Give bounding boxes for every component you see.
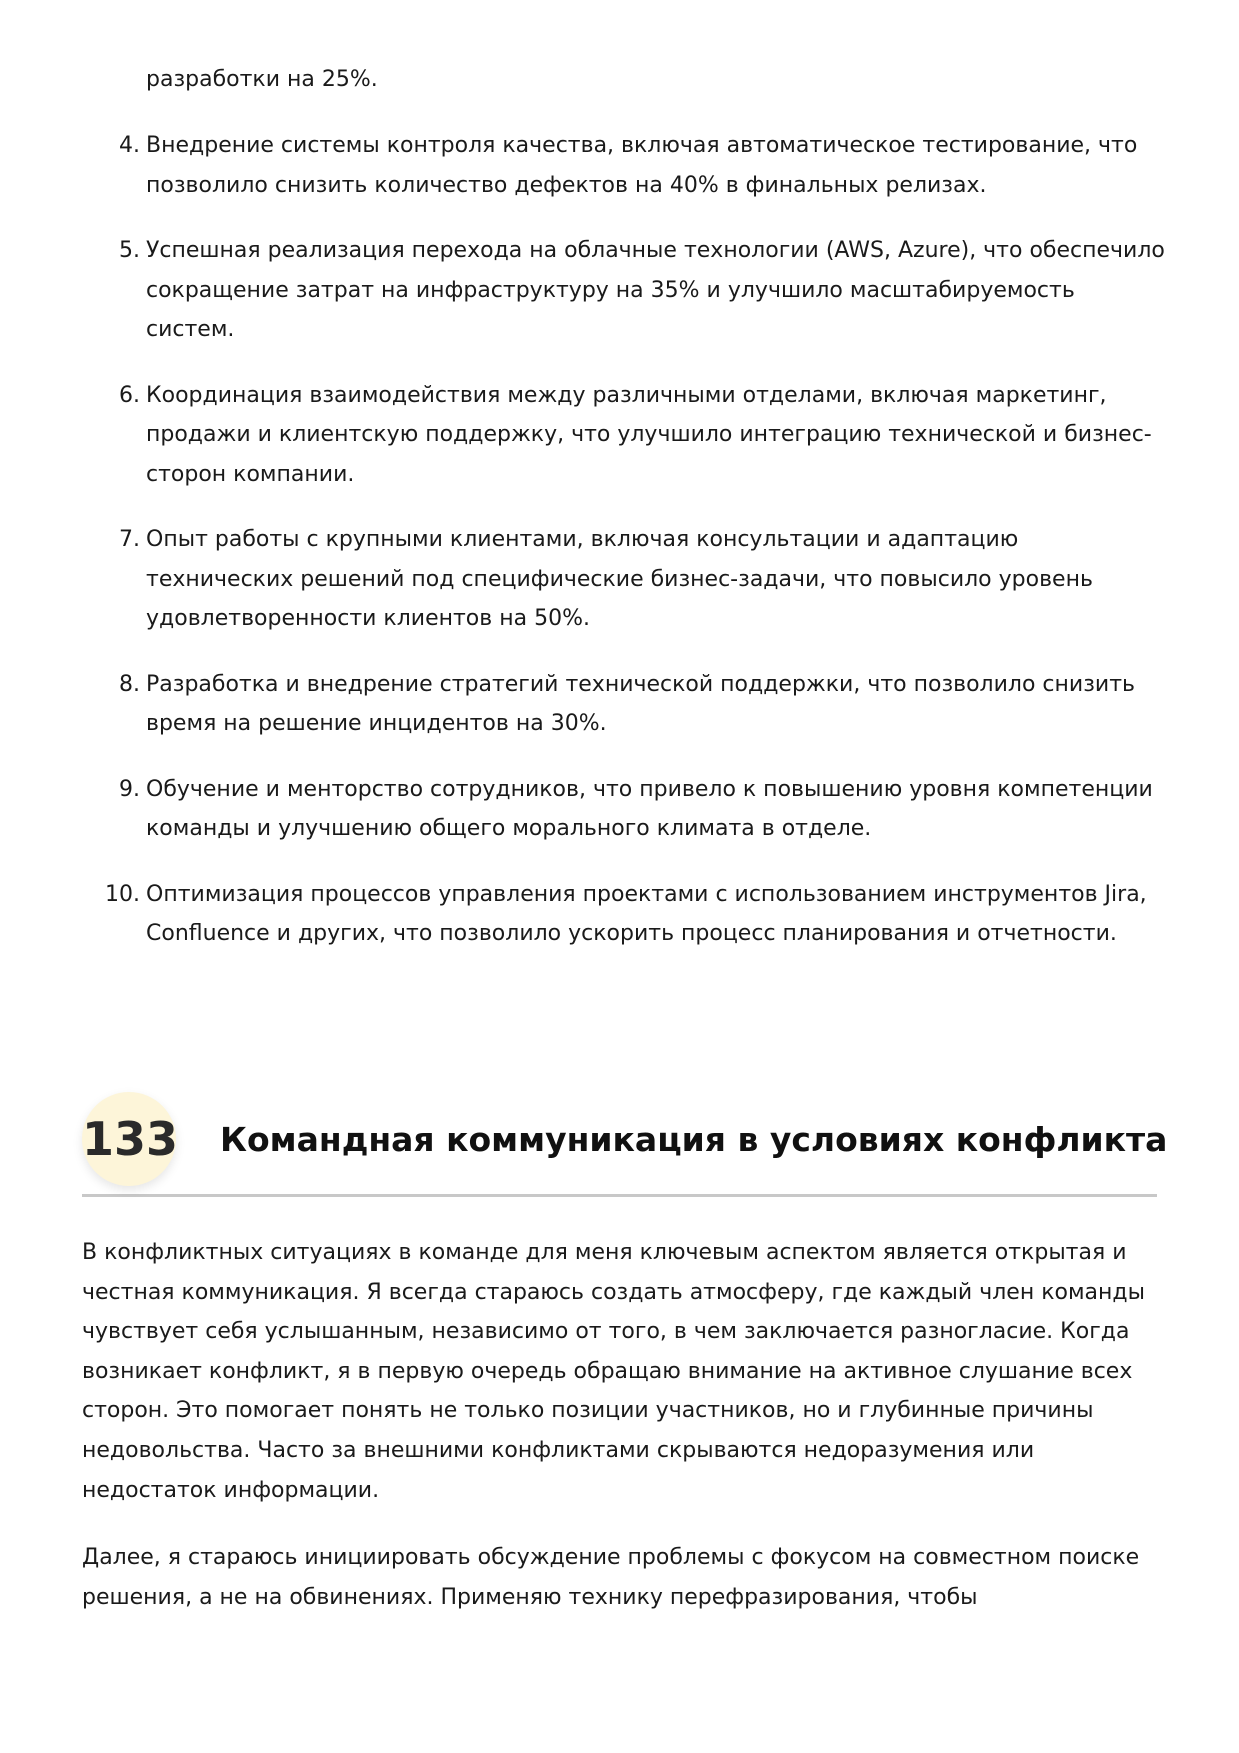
list-item-number: 6. xyxy=(119,382,140,408)
section-header xyxy=(82,1090,1168,1197)
list-item xyxy=(96,126,1166,205)
list-item-number: 4. xyxy=(119,133,140,158)
list-item-text: Внедрение системы контроля качества, включая автоматическое тестирование, что позволило снизить количество дефектов на 40% в финальных релизах. xyxy=(146,133,1138,198)
list-item-text: Оптимизация процессов управления проектами с использованием инструментов Jira, Confluence и других, что позволило ускорить процесс планирования и отчетности. xyxy=(146,881,1147,946)
achievements-list xyxy=(96,126,1166,980)
list-item-number: 5. xyxy=(119,238,140,263)
list-item xyxy=(96,520,1166,639)
list-item-text: Успешная реализация перехода на облачные технологии (AWS, Azure), что обеспечило сокращение затрат на инфраструктуру на 35% и улучшило масштабируемость систем. xyxy=(146,238,1165,342)
body-paragraph: Далее, я стараюсь инициировать обсуждение проблемы с фокусом на совместном поиске решения, а не на обвинениях. Применяю технику перефразирования, чтобы xyxy=(82,1545,1140,1610)
list-item xyxy=(96,665,1166,744)
list-item xyxy=(96,875,1166,954)
list-item-text: Обучение и менторство сотрудников, что привело к повышению уровня компетенции команды и улучшению общего морального климата в отделе. xyxy=(146,776,1153,841)
body-paragraph: В конфликтных ситуациях в команде для меня ключевым аспектом является открытая и честная коммуникация. Я всегда стараюсь создать атмосферу, где каждый член команды чувствует себя услышанным, независимо от того, в чем заключается разногласие. Когда возникает конфликт, я в первую очередь обращаю внимание на активное слушание всех сторон. Это помогает понять не только позиции участников, но и глубинные причины недовольства. Часто за внешними конфликтами скрываются недоразумения или недостаток информации. xyxy=(82,1240,1145,1503)
list-item-number: 8. xyxy=(119,671,140,697)
list-item-number: 10. xyxy=(105,881,140,907)
section-title: Командная коммуникация в условиях конфликта xyxy=(220,1120,1168,1159)
list-item xyxy=(96,231,1166,350)
list-item xyxy=(96,376,1166,495)
list-item-text: Опыт работы с крупными клиентами, включая консультации и адаптацию технических решений под специфические бизнес-задачи, что повысило уровень удовлетворенности клиентов на 50%. xyxy=(146,527,1093,631)
list-item xyxy=(96,770,1166,849)
list-item-number: 7. xyxy=(119,527,140,552)
list-item-text: Разработка и внедрение стратегий технической поддержки, что позволило снизить время на решение инцидентов на 30%. xyxy=(146,671,1135,736)
list-item-text: Координация взаимодействия между различными отделами, включая маркетинг, продажи и клиентскую поддержку, что улучшило интеграцию технической и бизнес-сторон компании. xyxy=(146,382,1152,487)
list-item-number: 9. xyxy=(119,776,140,802)
continued-list-item-text: разработки на 25%. xyxy=(146,67,378,92)
section-number-badge: 133 xyxy=(82,1092,176,1186)
